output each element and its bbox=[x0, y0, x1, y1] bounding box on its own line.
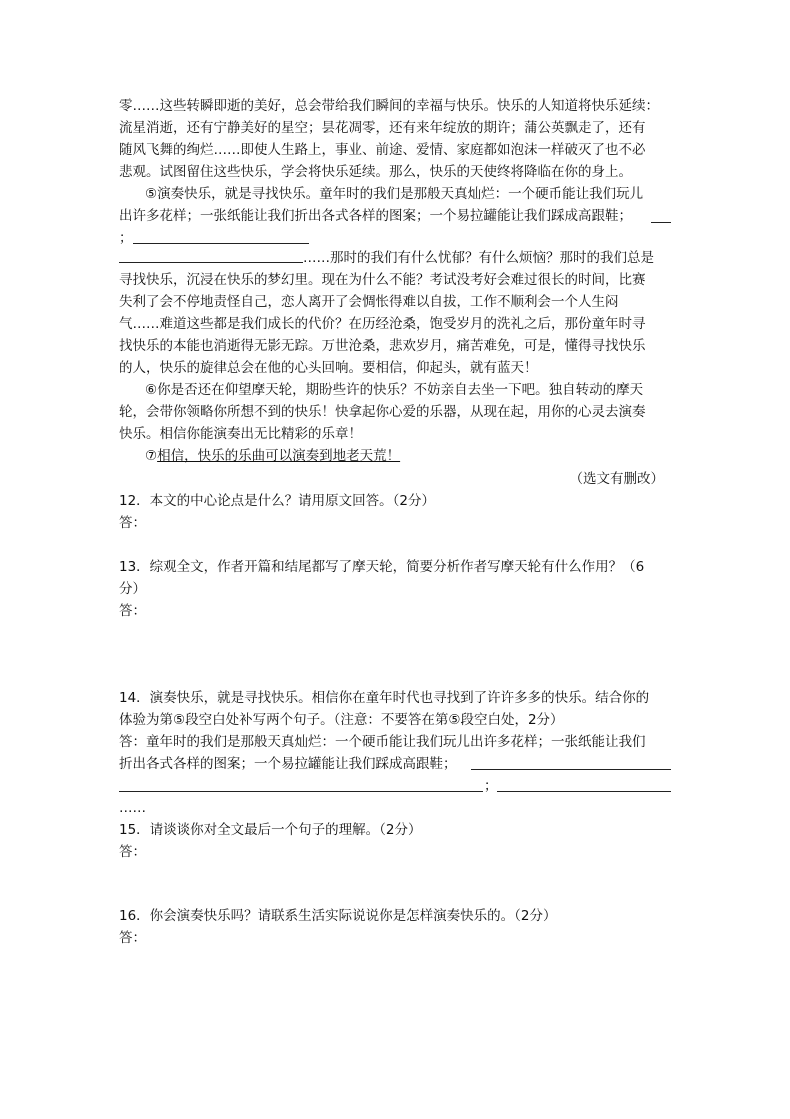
question-12: 12．本文的中心论点是什么？请用原文回答。（2分） bbox=[119, 493, 436, 509]
blank-line bbox=[133, 243, 309, 244]
paragraph-7-number: ⑦ bbox=[145, 448, 158, 464]
passage-line: 气……难道这些都是我们成长的代价？在历经沧桑，饱受岁月的洗礼之后，那份童年时寻 bbox=[119, 316, 646, 332]
answer-label-12: 答： bbox=[119, 515, 146, 531]
passage-line: 轮，会带你领略你所想不到的快乐！快拿起你心爱的乐器，从现在起，用你的心灵去演奏 bbox=[119, 404, 646, 420]
passage-line: 寻找快乐，沉浸在快乐的梦幻里。现在为什么不能？考试没考好会难过很长的时间，比赛 bbox=[119, 272, 646, 288]
passage-line: 零……这些转瞬即逝的美好，总会带给我们瞬间的幸福与快乐。快乐的人知道将快乐延续： bbox=[119, 98, 659, 114]
paragraph-5-start: ⑤演奏快乐，就是寻找快乐。童年时的我们是那般天真灿烂：一个硬币能让我们玩儿 bbox=[145, 186, 644, 202]
passage-line: 失利了会不停地责怪自己，恋人离开了会惆怅得难以自拔，工作不顺利会一个人生闷 bbox=[119, 294, 619, 310]
passage-line: 悲观。试图留住这些快乐，学会将快乐延续。那么，快乐的天使终将降临在你的身上。 bbox=[119, 164, 632, 180]
passage-line: 的人，快乐的旋律总会在他的心头回响。要相信，仰起头，就有蓝天！ bbox=[119, 360, 538, 376]
passage-line: ……那时的我们有什么忧郁？有什么烦恼？那时的我们总是 bbox=[303, 250, 654, 266]
paragraph-6-start: ⑥你是否还在仰望摩天轮，期盼些许的快乐？不妨亲自去坐一下吧。独自转动的摩天 bbox=[145, 382, 644, 398]
passage-line: 出许多花样；一张纸能让我们折出各式各样的图案；一个易拉罐能让我们踩成高跟鞋； bbox=[119, 208, 632, 224]
answer-label-16: 答： bbox=[119, 930, 146, 946]
final-sentence: 相信，快乐的乐曲可以演奏到地老天荒！ bbox=[157, 448, 401, 464]
blank-separator: ； bbox=[119, 230, 133, 246]
answer-semicolon: ； bbox=[484, 778, 498, 794]
paragraph-7 bbox=[145, 446, 400, 466]
answer-label-15: 答： bbox=[119, 844, 146, 860]
question-13: 13．综观全文，作者开篇和结尾都写了摩天轮，简要分析作者写摩天轮有什么作用？（6 bbox=[119, 559, 645, 575]
answer-blank bbox=[497, 791, 671, 792]
blank-line bbox=[119, 262, 303, 263]
passage-line: 找快乐的本能也消逝得无影无踪。万世沧桑，悲欢岁月，痛苦难免，可是，懂得寻找快乐 bbox=[119, 338, 646, 354]
answer-14-line-1: 答：童年时的我们是那般天真灿烂：一个硬币能让我们玩儿出许多花样；一张纸能让我们 bbox=[119, 734, 646, 750]
passage-line: 流星消逝，还有宁静美好的星空；昙花凋零，还有来年绽放的期许；蒲公英飘走了，还有 bbox=[119, 120, 646, 136]
answer-blank bbox=[471, 769, 671, 770]
answer-ellipsis: …… bbox=[119, 800, 146, 816]
passage-line: 快乐。相信你能演奏出无比精彩的乐章！ bbox=[119, 426, 362, 442]
question-13-cont: 分） bbox=[119, 581, 146, 597]
answer-14-line-2: 折出各式各样的图案；一个易拉罐能让我们踩成高跟鞋； bbox=[119, 756, 457, 772]
question-14: 14．演奏快乐，就是寻找快乐。相信你在童年时代也寻找到了许许多多的快乐。结合你的 bbox=[119, 690, 650, 706]
question-14-cont: 体验为第⑤段空白处补写两个句子。（注意：不要答在第⑤段空白处，2分） bbox=[119, 712, 564, 728]
answer-blank bbox=[119, 791, 483, 792]
passage-line: 随风飞舞的绚烂……即使人生路上，事业、前途、爱情、家庭都如泡沫一样破灭了也不必 bbox=[119, 142, 646, 158]
answer-label-13: 答： bbox=[119, 603, 146, 619]
question-15: 15．请谈谈你对全文最后一个句子的理解。（2分） bbox=[119, 822, 422, 838]
source-note: （选文有删改） bbox=[569, 471, 664, 487]
question-16: 16．你会演奏快乐吗？请联系生活实际说说你是怎样演奏快乐的。（2分） bbox=[119, 908, 557, 924]
blank-line bbox=[651, 222, 671, 223]
